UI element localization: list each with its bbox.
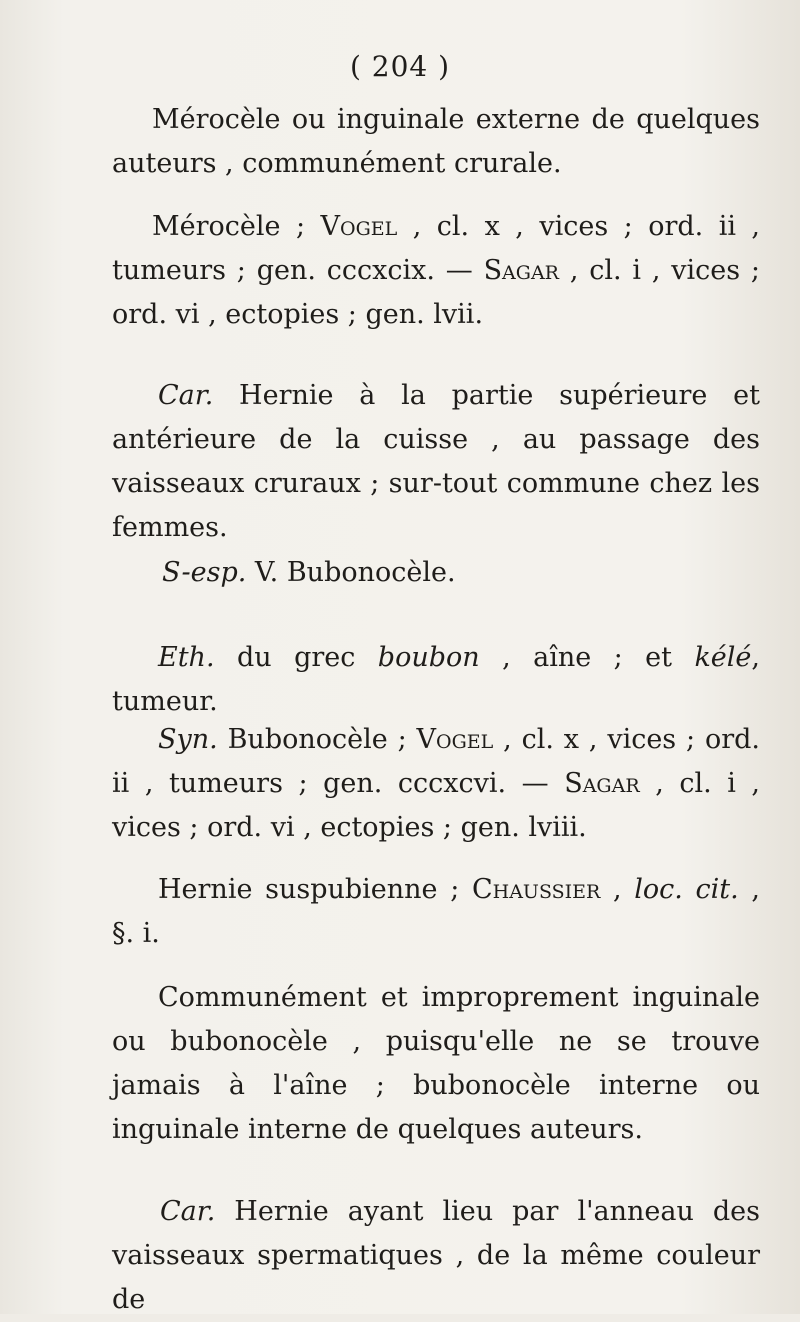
paragraph-bubonocele-characteristics: Car. Hernie ayant lieu par l'anneau des vaisseaux spermatiques , de la même couleur de bbox=[112, 1196, 760, 1315]
paragraph-etymology: Eth. du grec boubon , aîne ; et kélé, tumeur. bbox=[112, 642, 760, 717]
paragraph-commonly-inguinale: Communément et improprement inguinale ou bubonocèle , puisqu'elle ne se trouve jamais à l'aîne ; bubonocèle interne ou inguinale interne de quelques auteurs. bbox=[112, 982, 760, 1145]
page-number: ( 204 ) bbox=[349, 50, 451, 83]
abbrev-car: Car. bbox=[160, 1196, 216, 1227]
author-sagar: Sagar bbox=[564, 768, 640, 799]
author-sagar: Sagar bbox=[483, 255, 559, 286]
greek-boubon: boubon bbox=[377, 642, 480, 673]
greek-kele: kélé bbox=[694, 642, 752, 673]
abbrev-loc-cit: loc. cit. bbox=[634, 874, 739, 905]
paragraph-merocele-synonyms: Mérocèle ; Vogel , cl. x , vices ; ord. ii , tumeurs ; gen. cccxcix. — Sagar , cl. i , vices ; ord. vi , ectopies ; gen. lvii. bbox=[112, 211, 761, 330]
abbrev-syn: Syn. bbox=[158, 724, 218, 755]
paragraph-merocele-intro: Mérocèle ou inguinale externe de quelques auteurs , communément crurale. bbox=[112, 104, 760, 179]
abbrev-sesp: S-esp. bbox=[162, 557, 247, 588]
author-chaussier: Chaussier bbox=[471, 874, 601, 905]
paragraph-hernie-suspubienne: Hernie suspubienne ; Chaussier , loc. cit. , §. i. bbox=[112, 874, 760, 949]
abbrev-eth: Eth. bbox=[158, 642, 215, 673]
paragraph-bubonocele-synonyms: Syn. Bubonocèle ; Vogel , cl. x , vices ; ord. ii , tumeurs ; gen. cccxcvi. — Sagar , cl. i , vices ; ord. vi , ectopies ; gen. lviii. bbox=[112, 724, 761, 843]
paragraph-merocele-characteristics: Car. Hernie à la partie supérieure et antérieure de la cuisse , au passage des vaisseaux cruraux ; sur-tout commune chez les femmes. bbox=[112, 380, 760, 543]
author-vogel: Vogel bbox=[416, 724, 494, 755]
abbrev-car: Car. bbox=[158, 380, 214, 411]
author-vogel: Vogel bbox=[320, 211, 398, 242]
subspecies-heading-bubonocele: S-esp. V. Bubonocèle. bbox=[162, 557, 456, 588]
